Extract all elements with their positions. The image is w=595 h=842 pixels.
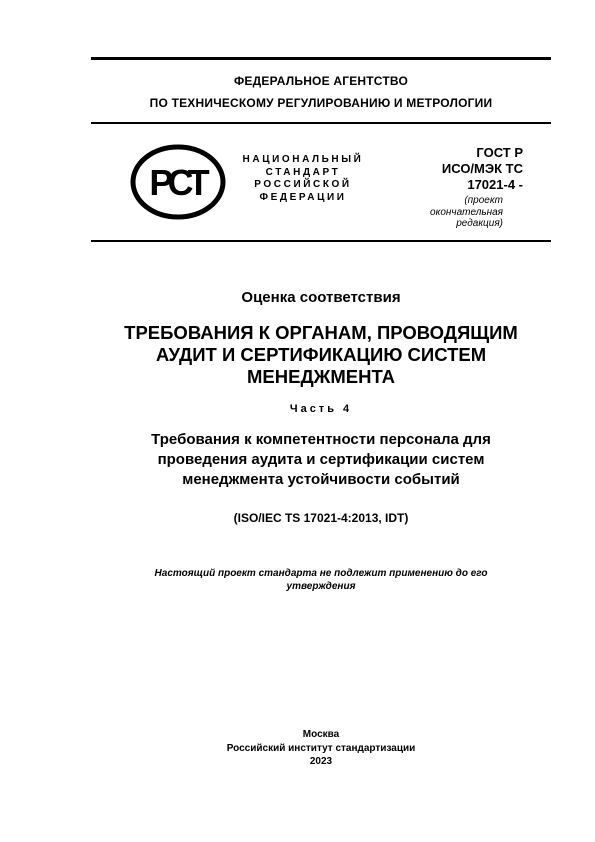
subtitle-line-1: Требования к компетентности персонала для xyxy=(151,431,491,448)
title-block-divider xyxy=(91,240,551,242)
national-line-1: НАЦИОНАЛЬНЫЙ xyxy=(242,154,364,165)
national-line-4: ФЕДЕРАЦИИ xyxy=(259,191,347,203)
notice-line-1: Настоящий проект стандарта не подлежит применению до его xyxy=(154,568,488,579)
part-text: Часть 4 xyxy=(289,403,353,415)
logo-letters: РСТ xyxy=(149,162,205,203)
imprint-year: 2023 xyxy=(309,756,333,767)
agency-line-2: ПО ТЕХНИЧЕСКОМУ РЕГУЛИРОВАНИЮ И МЕТРОЛОГИИ xyxy=(149,96,493,110)
draft-line-2: окончательная xyxy=(430,206,503,218)
title-line-1: ТРЕБОВАНИЯ К ОРГАНАМ, ПРОВОДЯЩИМ xyxy=(124,322,518,343)
document-subtitle xyxy=(91,430,551,490)
document-subject xyxy=(91,289,551,307)
subject-text: Оценка соответствия xyxy=(241,289,401,306)
iso-reference xyxy=(91,510,551,526)
designation-line-2: ИСО/МЭК ТС xyxy=(441,161,523,176)
national-line-3: РОССИЙСКОЙ xyxy=(254,179,352,190)
designation-line-3: 17021-4 - xyxy=(467,177,523,192)
imprint-publisher: Российский институт стандартизации xyxy=(226,742,416,754)
title-line-3: МЕНЕДЖМЕНТА xyxy=(247,366,395,387)
standard-designation xyxy=(405,145,523,230)
part-number xyxy=(91,402,551,416)
document-title xyxy=(91,322,551,388)
draft-notice xyxy=(91,567,551,593)
national-standard-label xyxy=(228,154,378,204)
iso-reference-text: (ISO/IEC TS 17021-4:2013, IDT) xyxy=(233,511,409,525)
draft-line-1: (проект xyxy=(464,195,503,206)
draft-line-3: редакция) xyxy=(456,218,503,229)
subtitle-line-2: проведения аудита и сертификации систем xyxy=(157,451,485,468)
agency-header xyxy=(91,70,551,114)
imprint xyxy=(91,728,551,769)
title-line-2: АУДИТ И СЕРТИФИКАЦИЮ СИСТЕМ xyxy=(155,344,487,365)
top-divider xyxy=(91,57,551,60)
subtitle-line-3: менеджмента устойчивости событий xyxy=(182,471,460,488)
designation-line-1: ГОСТ Р xyxy=(476,145,523,160)
agency-line-1: ФЕДЕРАЛЬНОЕ АГЕНТСТВО xyxy=(233,74,408,88)
rst-logo-icon xyxy=(130,144,226,220)
header-divider xyxy=(91,122,551,124)
notice-line-2: утверждения xyxy=(286,581,356,592)
draft-status xyxy=(405,195,523,230)
national-line-2: СТАНДАРТ xyxy=(265,166,341,178)
imprint-city: Москва xyxy=(302,729,340,740)
